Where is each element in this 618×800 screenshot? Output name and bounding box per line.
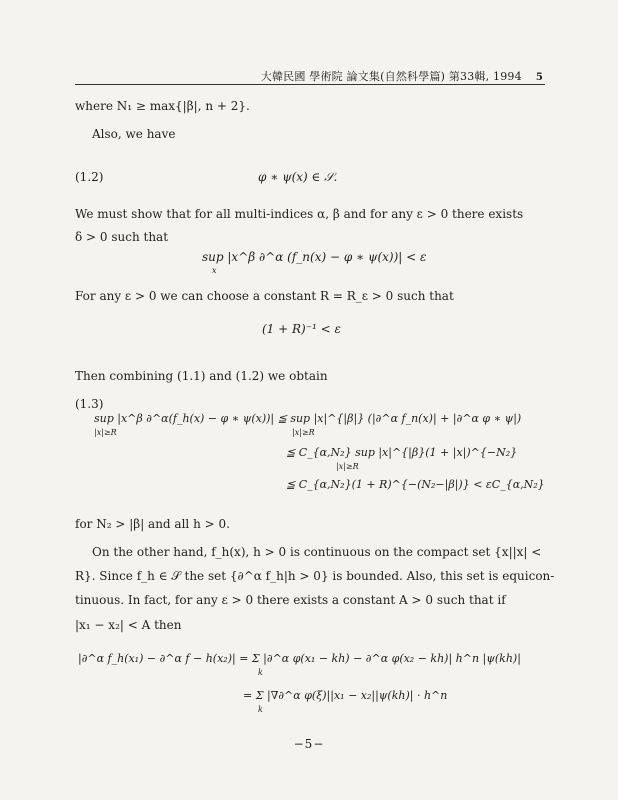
- eq-last-line-2: = Σ |∇∂^α φ(ξ)||x₁ − x₂||ψ(kh)| · h^n: [243, 689, 448, 702]
- text-line-8: On the other hand, f_h(x), h > 0 is continuous on the compact set {x||x| <: [92, 545, 542, 559]
- eq-1-2: φ ∗ ψ(x) ∈ 𝒮.: [258, 170, 338, 184]
- eq-1-3-line-2: ≦ C_{α,N₂} sup |x|^{|β}(1 + |x|)^{−N₂}: [286, 446, 518, 459]
- running-header: [75, 68, 543, 84]
- text-line-11: |x₁ − x₂| < A then: [75, 618, 182, 632]
- eq-1-3-line-2-subscript: |x|≥R: [336, 462, 359, 471]
- text-line-10: tinuous. In fact, for any ε > 0 there exists a constant A > 0 such that if: [75, 593, 506, 607]
- eq-1-3-line-1: sup |x^β ∂^α(f_h(x) − φ ∗ ψ(x))| ≦ sup |x|^{|β|} (|∂^α f_n(x)| + |∂^α φ ∗ ψ|): [94, 412, 522, 425]
- text-line-4: δ > 0 such that: [75, 230, 169, 244]
- eq-1-3-line-3: ≦ C_{α,N₂}(1 + R)^{−(N₂−|β|)} < εC_{α,N₂}: [286, 478, 545, 491]
- text-line-2: Also, we have: [92, 127, 176, 141]
- eq-last-line-1: |∂^α f_h(x₁) − ∂^α f − h(x₂)| = Σ |∂^α φ(x₁ − kh) − ∂^α φ(x₂ − kh)| h^n |ψ(kh)|: [78, 652, 521, 665]
- sup-condition-subscript: x: [212, 266, 217, 275]
- eq-last-line-1-subscript: k: [258, 668, 263, 677]
- eq-last-line-2-subscript: k: [258, 705, 263, 714]
- text-line-3: We must show that for all multi-indices α, β and for any ε > 0 there exists: [75, 207, 524, 221]
- text-line-6: Then combining (1.1) and (1.2) we obtain: [75, 369, 328, 383]
- eq-1-2-number: (1.2): [75, 170, 104, 184]
- eq-1-3-lhs-subscript: |x|≥R: [94, 428, 117, 437]
- page-footer-number: −5−: [293, 737, 325, 751]
- eq-1-3-number: (1.3): [75, 397, 104, 411]
- header-page-number: 5: [535, 72, 543, 83]
- text-line-9: R}. Since f_h ∈ 𝒮 the set {∂^α f_h|h > 0} is bounded. Also, this set is equicon-: [75, 569, 555, 583]
- eq-1-3-rhs-subscript: |x|≥R: [292, 428, 315, 437]
- header-rule: [75, 84, 545, 85]
- text-line-7: for N₂ > |β| and all h > 0.: [75, 517, 230, 531]
- text-line-1: where N₁ ≥ max{|β|, n + 2}.: [75, 99, 250, 113]
- eq-r-bound: (1 + R)⁻¹ < ε: [262, 322, 341, 336]
- sup-condition: sup |x^β ∂^α (f_n(x) − φ ∗ ψ(x))| < ε: [202, 250, 427, 264]
- text-line-5: For any ε > 0 we can choose a constant R = R_ε > 0 such that: [75, 289, 454, 303]
- journal-title: 大韓民國 學術院 論文集(自然科學篇) 第33輯, 1994: [260, 70, 522, 83]
